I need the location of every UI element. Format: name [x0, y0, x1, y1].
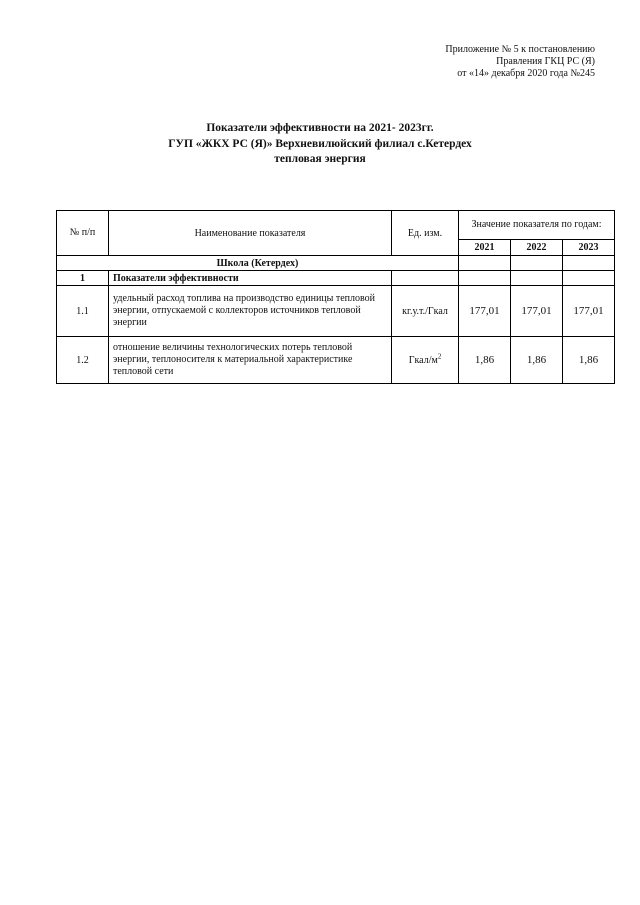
table-row — [57, 337, 615, 384]
section-row — [57, 256, 615, 271]
row-value-2021: 1,86 — [459, 337, 511, 384]
approval-line-3: от «14» декабря 2020 года №245 — [457, 68, 595, 79]
row-value-2021: 177,01 — [459, 286, 511, 337]
header-row — [57, 211, 615, 240]
row-unit: кг.у.т./Гкал — [392, 286, 459, 337]
header-unit: Ед. изм. — [392, 211, 459, 256]
row-unit-base: Гкал/м — [408, 354, 438, 366]
section-title: Школа (Кетердех) — [57, 256, 459, 271]
row-value-2023: 177,01 — [563, 286, 615, 337]
header-name: Наименование показателя — [109, 211, 392, 256]
approval-note — [445, 44, 595, 80]
approval-line-2: Правления ГКЦ РС (Я) — [496, 56, 595, 67]
row-unit-superscript: 2 — [437, 352, 442, 361]
document-title — [0, 121, 640, 168]
row-name: отношение величины технологических потерь тепловой энергии, теплоносителя к материальной характеристике тепловой сети — [109, 337, 392, 384]
header-year-2023: 2023 — [563, 240, 615, 256]
header-year-2021: 2021 — [459, 240, 511, 256]
header-value-group: Значение показателя по годам: — [459, 211, 615, 240]
row-value-2022: 177,01 — [511, 286, 563, 337]
group-name: Показатели эффективности — [109, 271, 392, 286]
row-value-2022: 1,86 — [511, 337, 563, 384]
row-name: удельный расход топлива на производство единицы тепловой энергии, отпускаемой с коллекторов источников тепловой энергии — [109, 286, 392, 337]
group-row — [57, 271, 615, 286]
header-num: № п/п — [57, 211, 109, 256]
indicators-table — [56, 210, 615, 384]
title-line-3: тепловая энергия — [274, 153, 366, 165]
title-line-1: Показатели эффективности на 2021- 2023гг. — [206, 122, 434, 134]
group-num: 1 — [57, 271, 109, 286]
row-num: 1.1 — [57, 286, 109, 337]
table-row — [57, 286, 615, 337]
header-year-2022: 2022 — [511, 240, 563, 256]
title-line-2: ГУП «ЖКХ РС (Я)» Верхневилюйский филиал с.Кетердех — [168, 137, 472, 150]
row-unit — [392, 337, 459, 384]
row-value-2023: 1,86 — [563, 337, 615, 384]
approval-line-1: Приложение № 5 к постановлению — [445, 44, 595, 55]
row-num: 1.2 — [57, 337, 109, 384]
